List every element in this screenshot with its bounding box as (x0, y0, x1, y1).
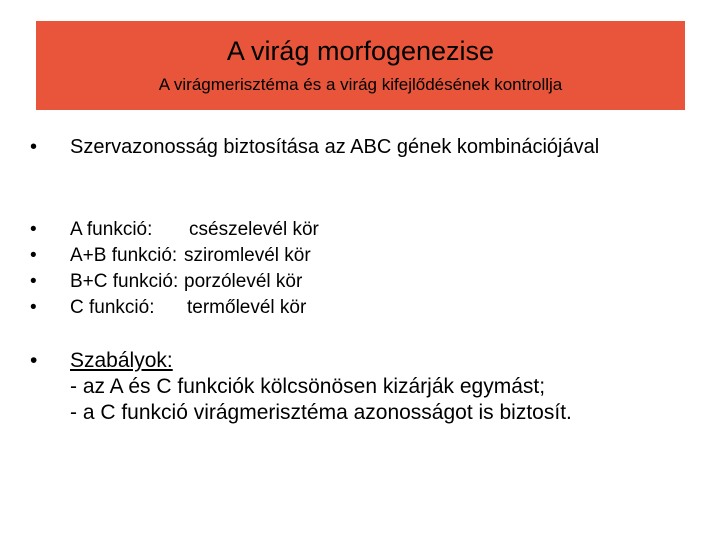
rule-line: - az A és C funkciók kölcsönösen kizárják egymást; (70, 375, 546, 398)
slide-title: A virág morfogenezise (226, 36, 495, 66)
bullet-icon: • (30, 349, 38, 372)
function-value: porzólevél kör (184, 271, 303, 292)
rules-block (70, 348, 572, 426)
function-value: csészelevél kör (189, 219, 319, 240)
rules-title: Szabályok: (70, 349, 173, 372)
function-label: C funkció: (70, 297, 155, 318)
bullet-icon: • (30, 297, 37, 318)
function-label: A+B funkció: (70, 245, 178, 266)
rule-line: - a C funkció virágmerisztéma azonosságot is biztosít. (70, 401, 572, 424)
bullet-icon: • (30, 219, 37, 240)
function-value: sziromlevél kör (184, 245, 311, 266)
function-label: A funkció: (70, 219, 153, 240)
bullet-icon: • (30, 136, 38, 158)
function-label: B+C funkció: (70, 271, 179, 292)
bullet-icon: • (30, 271, 37, 292)
lead-bullet-text: Szervazonosság biztosítása az ABC gének kombinációjával (70, 136, 600, 158)
function-value: termőlevél kör (187, 297, 307, 318)
slide-header (36, 21, 685, 110)
bullet-icon: • (30, 245, 37, 266)
slide-subtitle: A virágmerisztéma és a virág kifejlődésének kontrollja (158, 75, 563, 94)
